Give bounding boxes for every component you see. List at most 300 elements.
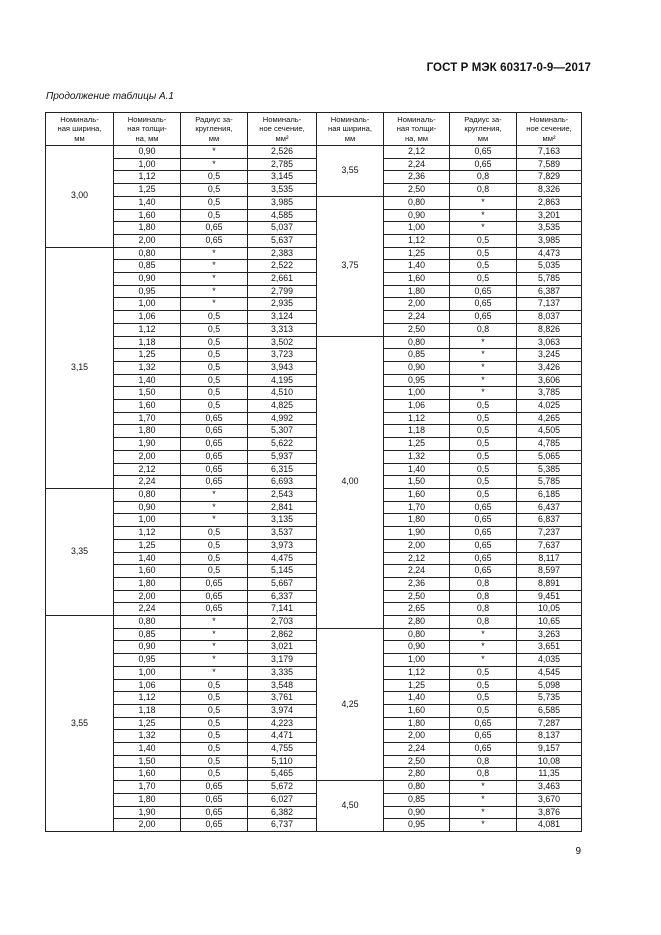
thickness-cell: 2,24	[384, 158, 450, 171]
table-row	[46, 184, 582, 197]
section-cell: 4,471	[248, 730, 317, 743]
section-cell: 3,313	[248, 323, 317, 336]
thickness-cell: 0,85	[384, 793, 450, 806]
section-cell: 8,597	[517, 565, 582, 578]
section-cell: 5,065	[517, 450, 582, 463]
table-row	[46, 552, 582, 565]
radius-cell: 0,5	[450, 400, 517, 413]
table-row	[46, 234, 582, 247]
column-header-line: ная ширина,	[328, 124, 372, 134]
radius-cell: 0,8	[450, 577, 517, 590]
section-cell: 4,585	[248, 209, 317, 222]
section-cell: 2,785	[248, 158, 317, 171]
thickness-cell: 1,60	[114, 400, 181, 413]
section-cell: 4,545	[517, 666, 582, 679]
table-row	[46, 209, 582, 222]
table-row	[46, 590, 582, 603]
radius-cell: 0,65	[450, 717, 517, 730]
radius-cell: *	[181, 501, 248, 514]
radius-cell: 0,5	[181, 387, 248, 400]
section-cell: 4,785	[517, 438, 582, 451]
radius-cell: 0,65	[181, 806, 248, 819]
nominal-width-cell: 3,55	[317, 146, 384, 197]
section-cell: 8,117	[517, 552, 582, 565]
thickness-cell: 2,00	[114, 590, 181, 603]
thickness-cell: 1,00	[114, 514, 181, 527]
table-row	[46, 336, 582, 349]
section-cell: 10,08	[517, 755, 582, 768]
radius-cell: 0,65	[181, 819, 248, 832]
column-header-line: мм	[477, 133, 489, 143]
thickness-cell: 2,80	[384, 616, 450, 629]
radius-cell: 0,65	[181, 438, 248, 451]
thickness-cell: 0,90	[114, 273, 181, 286]
table-row	[46, 781, 582, 794]
column-header-line: Радиус за-	[195, 115, 233, 125]
section-cell: 7,589	[517, 158, 582, 171]
nominal-width-cell: 3,75	[317, 196, 384, 336]
table-row	[46, 730, 582, 743]
thickness-cell: 1,12	[114, 527, 181, 540]
section-cell: 7,287	[517, 717, 582, 730]
section-cell: 5,307	[248, 425, 317, 438]
column-header	[317, 113, 384, 146]
radius-cell: 0,5	[181, 374, 248, 387]
table-row	[46, 743, 582, 756]
section-cell: 3,135	[248, 514, 317, 527]
table-row	[46, 400, 582, 413]
radius-cell: 0,8	[450, 616, 517, 629]
radius-cell: 0,5	[181, 184, 248, 197]
thickness-cell: 1,18	[384, 425, 450, 438]
thickness-cell: 0,85	[384, 349, 450, 362]
thickness-cell: 0,80	[384, 628, 450, 641]
thickness-cell: 0,90	[114, 146, 181, 159]
section-cell: 6,027	[248, 793, 317, 806]
thickness-cell: 1,25	[384, 438, 450, 451]
section-cell: 5,098	[517, 679, 582, 692]
document-header: ГОСТ Р МЭК 60317-0-9—2017	[426, 62, 591, 74]
section-cell: 5,785	[517, 273, 582, 286]
thickness-cell: 1,25	[384, 247, 450, 260]
thickness-cell: 1,40	[114, 196, 181, 209]
radius-cell: *	[181, 616, 248, 629]
radius-cell: 0,5	[181, 692, 248, 705]
thickness-cell: 1,32	[114, 361, 181, 374]
radius-cell: *	[450, 819, 517, 832]
thickness-cell: 2,24	[114, 603, 181, 616]
radius-cell: 0,65	[450, 539, 517, 552]
section-cell: 7,829	[517, 171, 582, 184]
thickness-cell: 1,06	[114, 311, 181, 324]
radius-cell: 0,8	[450, 323, 517, 336]
section-cell: 3,335	[248, 666, 317, 679]
thickness-cell: 1,60	[114, 565, 181, 578]
thickness-cell: 2,50	[384, 184, 450, 197]
column-header	[114, 113, 181, 146]
radius-cell: 0,65	[450, 565, 517, 578]
thickness-cell: 2,00	[384, 298, 450, 311]
section-cell: 10,05	[517, 603, 582, 616]
thickness-cell: 0,90	[384, 361, 450, 374]
section-cell: 6,585	[517, 704, 582, 717]
radius-cell: 0,5	[181, 743, 248, 756]
thickness-cell: 0,80	[114, 616, 181, 629]
section-cell: 9,157	[517, 743, 582, 756]
section-cell: 5,145	[248, 565, 317, 578]
table-row	[46, 349, 582, 362]
section-cell: 2,543	[248, 488, 317, 501]
thickness-cell: 0,85	[114, 260, 181, 273]
section-cell: 3,463	[517, 781, 582, 794]
radius-cell: 0,5	[450, 704, 517, 717]
thickness-cell: 0,80	[384, 196, 450, 209]
radius-cell: *	[450, 641, 517, 654]
thickness-cell: 1,70	[114, 781, 181, 794]
thickness-cell: 0,90	[384, 209, 450, 222]
table-row	[46, 666, 582, 679]
section-cell: 10,65	[517, 616, 582, 629]
section-cell: 5,110	[248, 755, 317, 768]
thickness-cell: 0,90	[114, 641, 181, 654]
thickness-cell: 1,80	[114, 222, 181, 235]
table-row	[46, 387, 582, 400]
radius-cell: 0,5	[181, 527, 248, 540]
section-cell: 2,935	[248, 298, 317, 311]
thickness-cell: 1,40	[114, 552, 181, 565]
radius-cell: *	[181, 641, 248, 654]
section-cell: 3,670	[517, 793, 582, 806]
table-row	[46, 298, 582, 311]
section-cell: 3,985	[517, 234, 582, 247]
radius-cell: 0,65	[181, 577, 248, 590]
section-cell: 6,315	[248, 463, 317, 476]
radius-cell: 0,5	[181, 552, 248, 565]
thickness-cell: 1,12	[384, 234, 450, 247]
table-row	[46, 527, 582, 540]
thickness-cell: 1,90	[114, 438, 181, 451]
radius-cell: *	[450, 654, 517, 667]
section-cell: 4,035	[517, 654, 582, 667]
thickness-cell: 0,80	[384, 781, 450, 794]
table-row	[46, 323, 582, 336]
section-cell: 7,137	[517, 298, 582, 311]
thickness-cell: 1,25	[114, 349, 181, 362]
section-cell: 3,985	[248, 196, 317, 209]
column-header-line: Номиналь-	[330, 115, 370, 125]
section-cell: 4,223	[248, 717, 317, 730]
table-row	[46, 679, 582, 692]
thickness-cell: 1,12	[114, 323, 181, 336]
radius-cell: 0,5	[181, 539, 248, 552]
thickness-cell: 2,50	[384, 323, 450, 336]
section-cell: 3,535	[248, 184, 317, 197]
section-cell: 3,179	[248, 654, 317, 667]
thickness-cell: 1,40	[114, 743, 181, 756]
section-cell: 4,755	[248, 743, 317, 756]
radius-cell: *	[450, 196, 517, 209]
table-row	[46, 603, 582, 616]
section-cell: 7,237	[517, 527, 582, 540]
section-cell: 4,265	[517, 412, 582, 425]
thickness-cell: 0,80	[114, 488, 181, 501]
radius-cell: 0,65	[450, 146, 517, 159]
radius-cell: *	[181, 298, 248, 311]
radius-cell: *	[450, 336, 517, 349]
column-header-line: на, мм	[135, 133, 159, 143]
column-header	[181, 113, 248, 146]
radius-cell: 0,65	[450, 514, 517, 527]
radius-cell: 0,65	[181, 476, 248, 489]
radius-cell: 0,5	[181, 730, 248, 743]
radius-cell: 0,65	[450, 298, 517, 311]
thickness-cell: 2,00	[114, 450, 181, 463]
thickness-cell: 2,12	[384, 146, 450, 159]
thickness-cell: 2,50	[384, 590, 450, 603]
section-cell: 6,737	[248, 819, 317, 832]
section-cell: 4,510	[248, 387, 317, 400]
radius-cell: 0,65	[450, 527, 517, 540]
section-cell: 6,382	[248, 806, 317, 819]
radius-cell: 0,65	[181, 425, 248, 438]
section-cell: 5,937	[248, 450, 317, 463]
radius-cell: 0,5	[181, 311, 248, 324]
table-row	[46, 450, 582, 463]
thickness-cell: 1,80	[114, 577, 181, 590]
table-row	[46, 692, 582, 705]
section-cell: 4,475	[248, 552, 317, 565]
section-cell: 4,473	[517, 247, 582, 260]
radius-cell: 0,65	[181, 603, 248, 616]
radius-cell: 0,5	[450, 412, 517, 425]
column-header-line: Номиналь-	[529, 115, 569, 125]
radius-cell: 0,5	[450, 666, 517, 679]
radius-cell: 0,5	[450, 234, 517, 247]
radius-cell: 0,65	[450, 501, 517, 514]
column-header	[384, 113, 450, 146]
thickness-cell: 2,12	[384, 552, 450, 565]
radius-cell: 0,8	[450, 768, 517, 781]
table-row	[46, 539, 582, 552]
thickness-cell: 1,06	[384, 400, 450, 413]
column-header-line: мм	[208, 133, 220, 143]
section-cell: 8,326	[517, 184, 582, 197]
section-cell: 8,826	[517, 323, 582, 336]
radius-cell: 0,5	[181, 336, 248, 349]
table-row	[46, 628, 582, 641]
table-row	[46, 793, 582, 806]
radius-cell: *	[181, 146, 248, 159]
column-header-line: Номиналь-	[262, 115, 302, 125]
radius-cell: 0,5	[450, 679, 517, 692]
radius-cell: 0,5	[450, 273, 517, 286]
thickness-cell: 1,00	[384, 387, 450, 400]
column-header-line: ная ширина,	[57, 124, 102, 134]
table-row	[46, 704, 582, 717]
thickness-cell: 1,18	[114, 336, 181, 349]
thickness-cell: 1,80	[384, 514, 450, 527]
radius-cell: 0,65	[181, 450, 248, 463]
radius-cell: 0,65	[181, 781, 248, 794]
section-cell: 2,862	[248, 628, 317, 641]
section-cell: 9,451	[517, 590, 582, 603]
radius-cell: 0,65	[181, 793, 248, 806]
thickness-cell: 1,90	[384, 527, 450, 540]
section-cell: 3,606	[517, 374, 582, 387]
section-cell: 3,124	[248, 311, 317, 324]
thickness-cell: 2,80	[384, 768, 450, 781]
column-header-line: кругления,	[195, 124, 233, 134]
radius-cell: *	[181, 285, 248, 298]
section-cell: 5,035	[517, 260, 582, 273]
radius-cell: 0,5	[181, 679, 248, 692]
radius-cell: *	[450, 349, 517, 362]
table-row	[46, 819, 582, 832]
radius-cell: *	[181, 260, 248, 273]
thickness-cell: 1,00	[384, 222, 450, 235]
column-header-line: ное сечение,	[259, 124, 305, 134]
thickness-cell: 1,80	[384, 717, 450, 730]
table-row	[46, 565, 582, 578]
column-header-line: мм²	[542, 133, 556, 143]
thickness-cell: 1,50	[114, 755, 181, 768]
section-cell: 8,137	[517, 730, 582, 743]
section-cell: 3,785	[517, 387, 582, 400]
thickness-cell: 1,60	[114, 209, 181, 222]
table-row	[46, 158, 582, 171]
table-row	[46, 196, 582, 209]
section-cell: 3,535	[517, 222, 582, 235]
section-cell: 7,163	[517, 146, 582, 159]
radius-cell: 0,8	[450, 184, 517, 197]
thickness-cell: 1,25	[384, 679, 450, 692]
radius-cell: *	[450, 806, 517, 819]
radius-cell: 0,5	[181, 196, 248, 209]
thickness-cell: 1,40	[114, 374, 181, 387]
thickness-cell: 1,25	[114, 717, 181, 730]
thickness-cell: 1,40	[384, 463, 450, 476]
thickness-cell: 1,60	[384, 273, 450, 286]
thickness-cell: 1,40	[384, 260, 450, 273]
section-cell: 6,693	[248, 476, 317, 489]
radius-cell: 0,5	[450, 260, 517, 273]
section-cell: 3,201	[517, 209, 582, 222]
thickness-cell: 1,40	[384, 692, 450, 705]
nominal-width-cell: 3,35	[46, 488, 114, 615]
radius-cell: *	[181, 628, 248, 641]
thickness-cell: 2,24	[384, 311, 450, 324]
radius-cell: *	[450, 374, 517, 387]
column-header	[248, 113, 317, 146]
thickness-cell: 1,25	[114, 539, 181, 552]
thickness-cell: 0,95	[384, 819, 450, 832]
thickness-cell: 0,90	[114, 501, 181, 514]
radius-cell: 0,65	[181, 463, 248, 476]
radius-cell: 0,8	[450, 171, 517, 184]
nominal-width-cell: 4,50	[317, 781, 384, 832]
section-cell: 7,141	[248, 603, 317, 616]
thickness-cell: 1,00	[114, 158, 181, 171]
radius-cell: 0,65	[181, 590, 248, 603]
radius-cell: *	[181, 158, 248, 171]
section-cell: 6,185	[517, 488, 582, 501]
radius-cell: 0,65	[181, 234, 248, 247]
thickness-cell: 1,32	[114, 730, 181, 743]
radius-cell: 0,65	[450, 158, 517, 171]
section-cell: 3,761	[248, 692, 317, 705]
section-cell: 2,522	[248, 260, 317, 273]
thickness-cell: 1,90	[114, 806, 181, 819]
section-cell: 5,637	[248, 234, 317, 247]
thickness-cell: 2,00	[384, 539, 450, 552]
thickness-cell: 2,00	[114, 234, 181, 247]
section-cell: 4,825	[248, 400, 317, 413]
table-row	[46, 806, 582, 819]
thickness-cell: 0,90	[384, 641, 450, 654]
column-header	[517, 113, 582, 146]
section-cell: 5,735	[517, 692, 582, 705]
column-header-line: мм²	[275, 133, 289, 143]
column-header-line: кругления,	[464, 124, 502, 134]
thickness-cell: 1,80	[114, 793, 181, 806]
section-cell: 2,863	[517, 196, 582, 209]
thickness-cell: 1,50	[384, 476, 450, 489]
table-row	[46, 374, 582, 387]
radius-cell: *	[450, 793, 517, 806]
nominal-width-cell: 4,00	[317, 336, 384, 628]
section-cell: 6,387	[517, 285, 582, 298]
thickness-cell: 1,60	[384, 704, 450, 717]
table-row	[46, 717, 582, 730]
section-cell: 5,667	[248, 577, 317, 590]
table-row	[46, 311, 582, 324]
thickness-cell: 1,18	[114, 704, 181, 717]
table-row	[46, 463, 582, 476]
radius-cell: *	[450, 209, 517, 222]
thickness-cell: 2,65	[384, 603, 450, 616]
radius-cell: 0,5	[181, 171, 248, 184]
column-header-line: мм	[344, 133, 356, 143]
thickness-cell: 1,70	[384, 501, 450, 514]
thickness-cell: 2,24	[384, 743, 450, 756]
section-cell: 4,025	[517, 400, 582, 413]
thickness-cell: 2,50	[384, 755, 450, 768]
table-row	[46, 755, 582, 768]
radius-cell: 0,5	[181, 349, 248, 362]
thickness-cell: 2,00	[114, 819, 181, 832]
section-cell: 2,526	[248, 146, 317, 159]
table-row	[46, 361, 582, 374]
table-body	[46, 146, 582, 832]
radius-cell: 0,5	[450, 488, 517, 501]
table-header-row	[46, 113, 582, 146]
table-row	[46, 247, 582, 260]
section-cell: 3,245	[517, 349, 582, 362]
thickness-cell: 1,12	[114, 171, 181, 184]
radius-cell: 0,8	[450, 590, 517, 603]
column-header-line: на, мм	[404, 133, 429, 143]
thickness-cell: 2,24	[384, 565, 450, 578]
radius-cell: 0,65	[181, 412, 248, 425]
section-cell: 3,502	[248, 336, 317, 349]
radius-cell: 0,5	[450, 438, 517, 451]
thickness-cell: 0,90	[384, 806, 450, 819]
radius-cell: 0,5	[450, 450, 517, 463]
radius-cell: *	[450, 361, 517, 374]
radius-cell: *	[181, 273, 248, 286]
thickness-cell: 1,25	[114, 184, 181, 197]
thickness-cell: 1,60	[384, 488, 450, 501]
